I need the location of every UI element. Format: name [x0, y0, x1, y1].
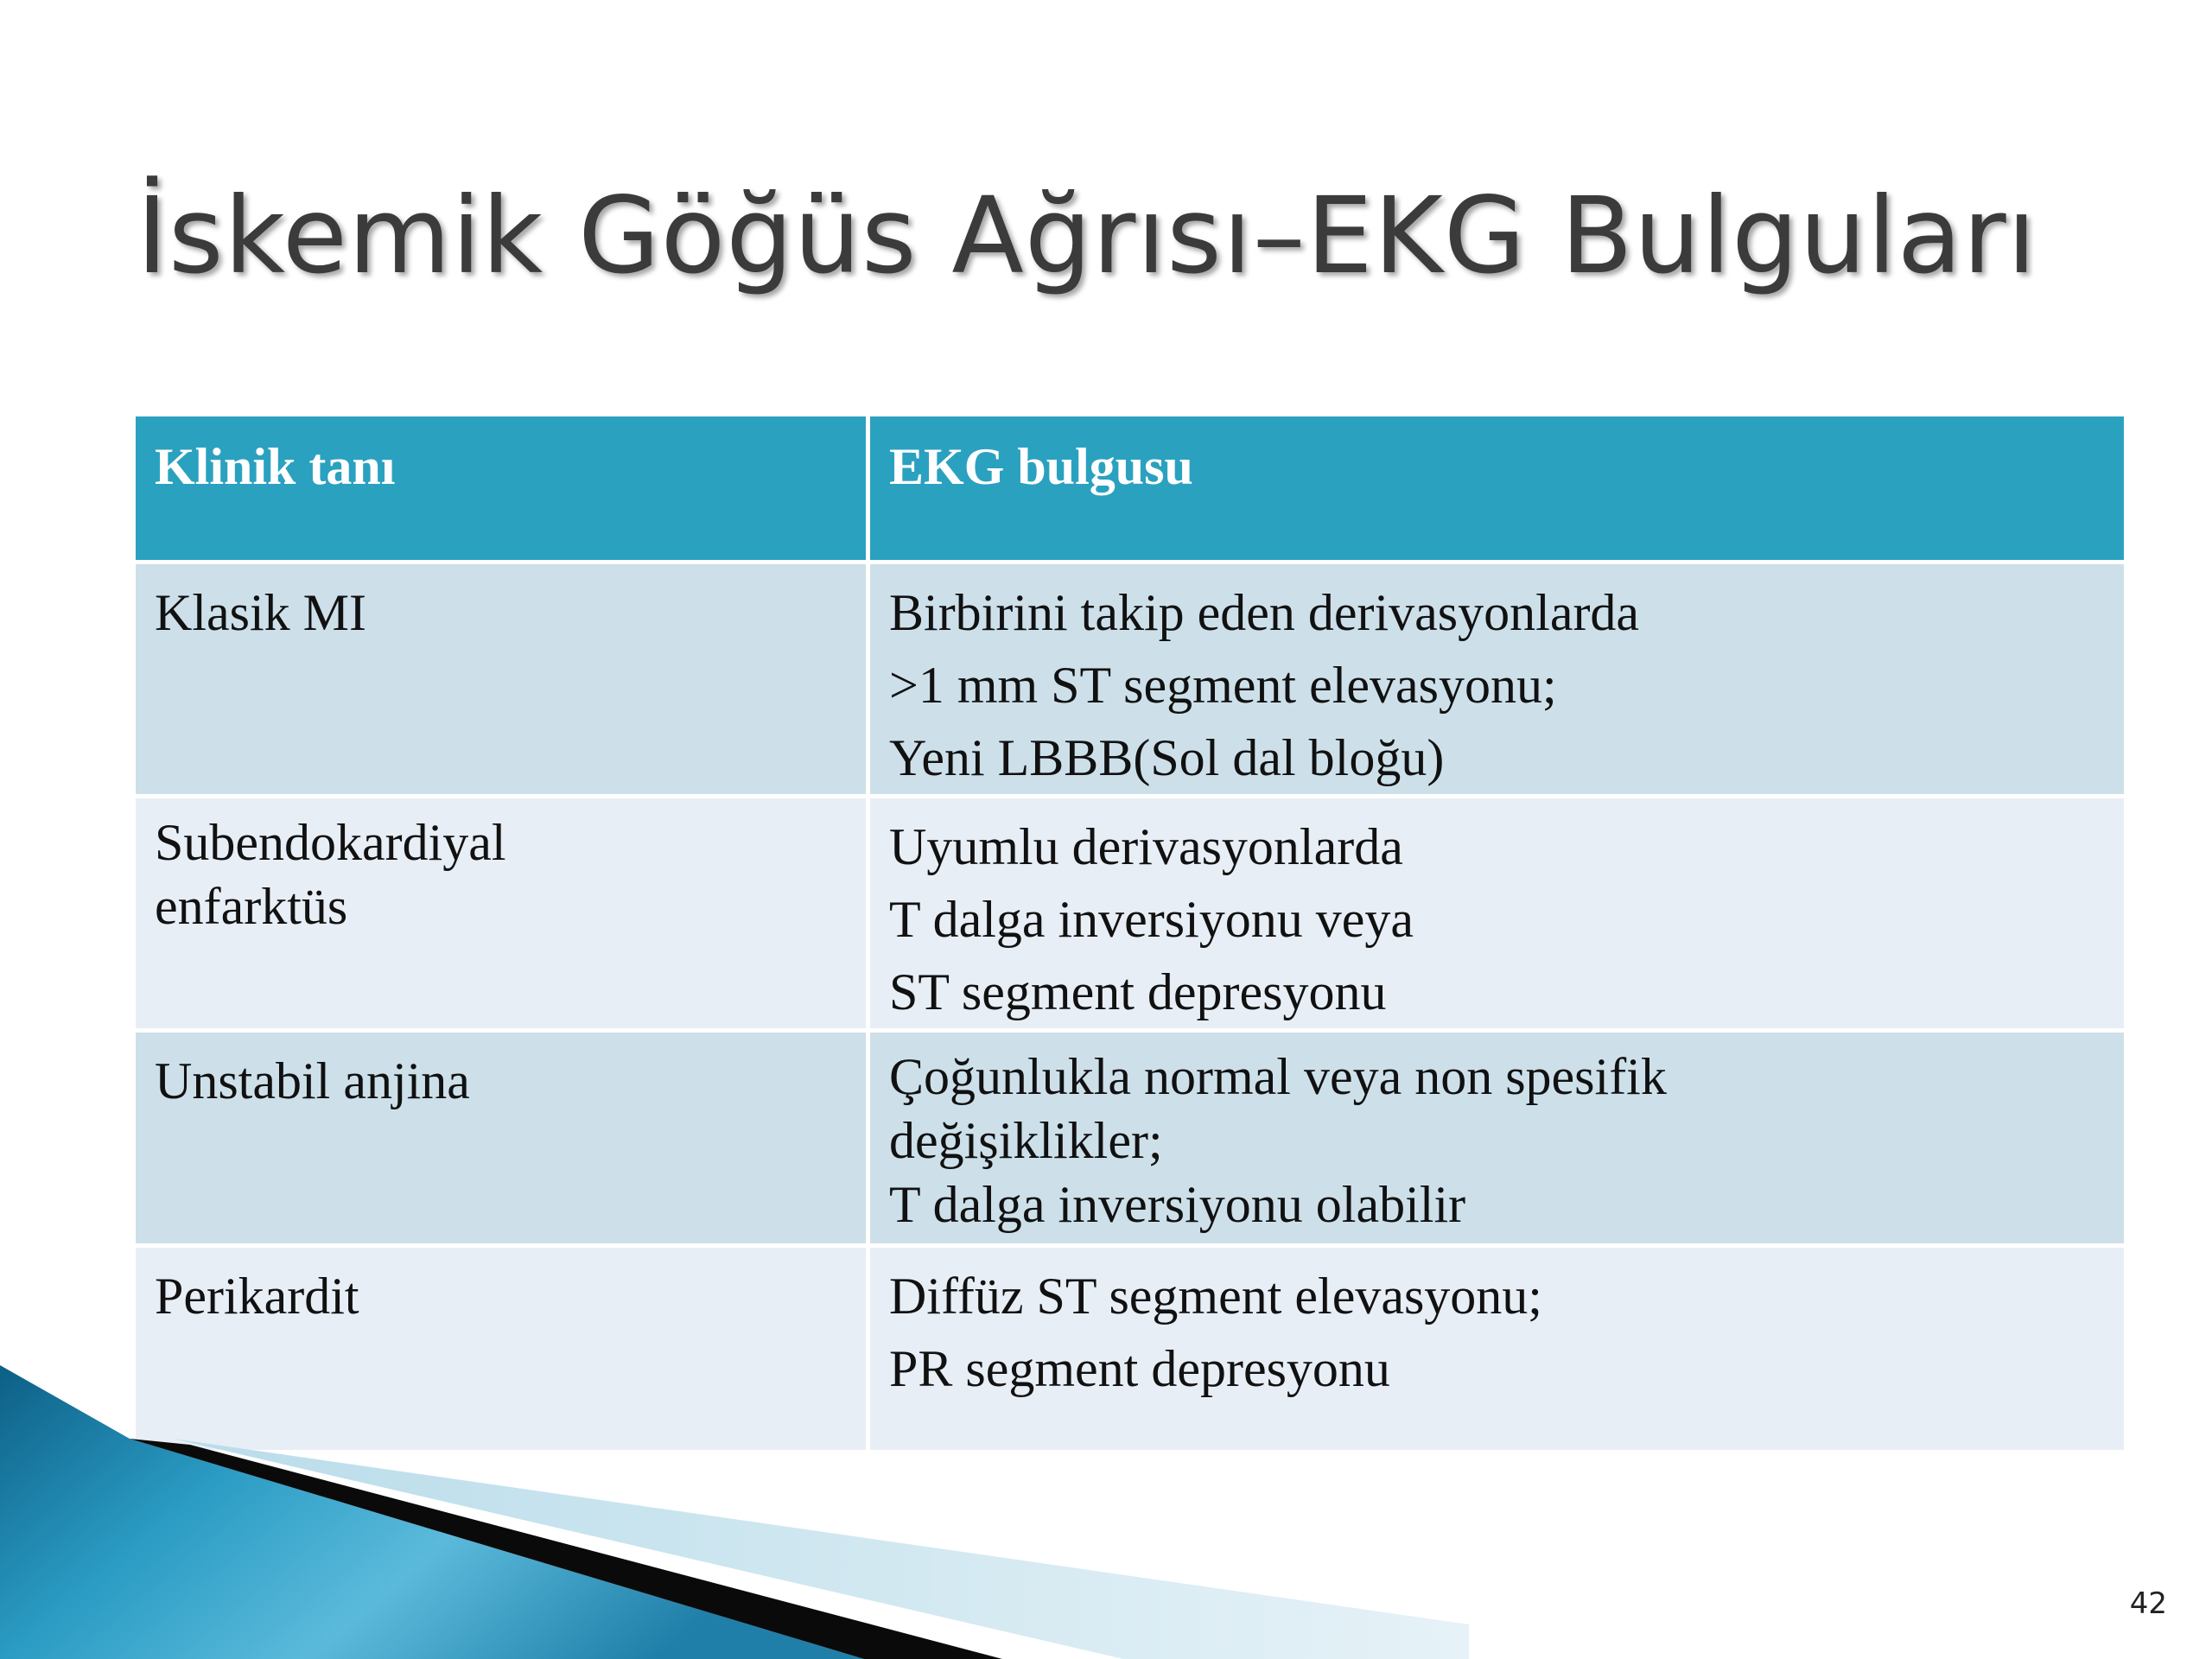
diagnosis-line: Subendokardiyal	[155, 814, 506, 871]
finding-line: Diffüz ST segment elevasyonu;	[889, 1268, 1542, 1325]
finding-line: Birbirini takip eden derivasyonlarda	[889, 584, 1640, 641]
finding-line: T dalga inversiyonu olabilir	[889, 1176, 1466, 1233]
diagnosis-cell	[134, 1031, 868, 1246]
diagnosis-line: Unstabil anjina	[155, 1052, 470, 1109]
ekg-findings-table	[131, 412, 2128, 1454]
diagnosis-cell	[134, 563, 868, 797]
finding-line: PR segment depresyonu	[889, 1340, 1390, 1397]
finding-line: >1 mm ST segment elevasyonu;	[889, 657, 1557, 714]
table-header-row	[134, 415, 2126, 563]
finding-line: T dalga inversiyonu veya	[889, 891, 1414, 948]
finding-line: Uyumlu derivasyonlarda	[889, 818, 1403, 875]
diagnosis-line: enfarktüs	[155, 878, 348, 935]
diagnosis-cell	[134, 797, 868, 1031]
diagnosis-line: Klasik MI	[155, 584, 366, 641]
table-row	[134, 563, 2126, 797]
header-klinik-tani: Klinik tanı	[134, 415, 868, 563]
table-row	[134, 797, 2126, 1031]
header-ekg-bulgusu: EKG bulgusu	[868, 415, 2126, 563]
finding-line: değişiklikler;	[889, 1112, 1163, 1169]
corner-swoosh-decoration	[0, 1365, 1469, 1659]
table-row	[134, 1031, 2126, 1246]
finding-line: ST segment depresyonu	[889, 963, 1387, 1020]
finding-cell	[868, 797, 2126, 1031]
finding-line: Yeni LBBB(Sol dal bloğu)	[889, 729, 1445, 786]
page-number: 42	[2129, 1586, 2167, 1621]
finding-cell	[868, 1031, 2126, 1246]
finding-line: Çoğunlukla normal veya non spesifik	[889, 1048, 1667, 1105]
slide-title: İskemik Göğüs Ağrısı–EKG Bulguları	[137, 175, 2037, 297]
diagnosis-line: Perikardit	[155, 1268, 359, 1325]
finding-cell	[868, 563, 2126, 797]
